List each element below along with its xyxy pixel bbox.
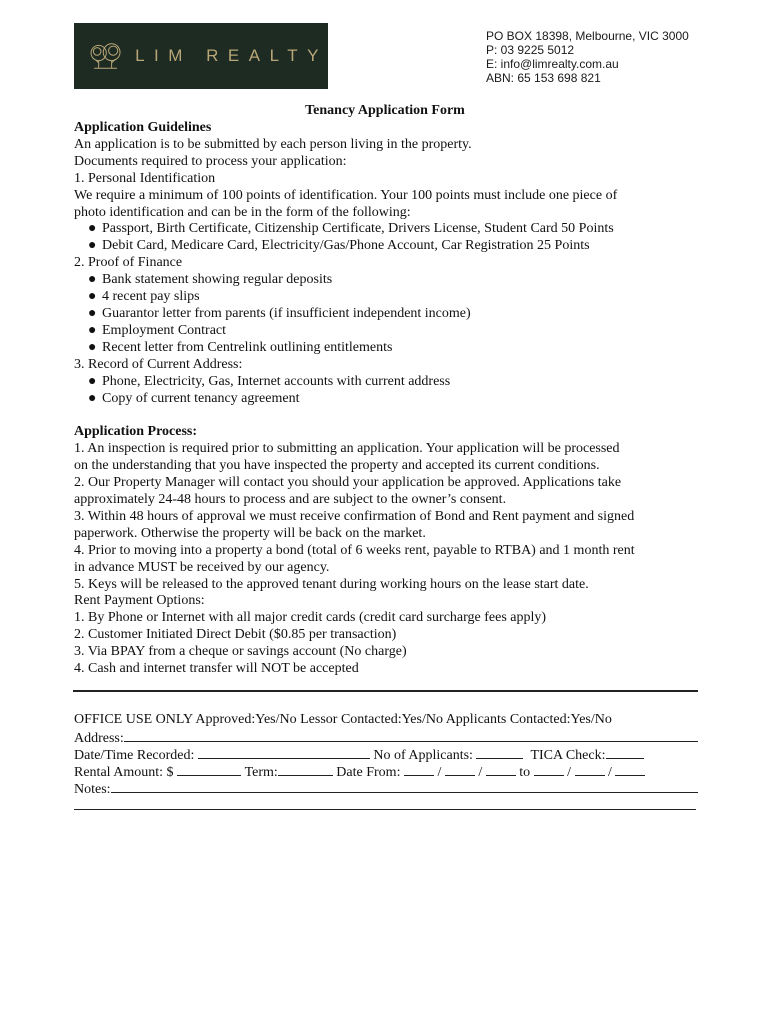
office-use-section (74, 711, 698, 796)
contact-email: E: info@limrealty.com.au (486, 57, 619, 71)
list-item-text: Copy of current tenancy agreement (102, 390, 300, 406)
process-line: 3. Within 48 hours of approval we must receive confirmation of Bond and Rent payment and signed (74, 508, 635, 524)
date-from-year-field[interactable] (486, 762, 516, 776)
section-finance-heading: 2. Proof of Finance (74, 255, 183, 271)
no-applicants-label: No of Applicants: (373, 748, 473, 763)
rental-amount-label: Rental Amount: $ (74, 765, 174, 780)
list-item (74, 374, 704, 391)
section-personal-id-heading: 1. Personal Identification (74, 170, 216, 186)
list-item-text: Employment Contract (102, 322, 227, 338)
process-line: approximately 24-48 hours to process and are subject to the owner’s consent. (74, 492, 507, 508)
document-title: Tenancy Application Form (305, 103, 465, 118)
logo-wordmark: LIM REALTY (135, 46, 328, 65)
date-separator: / (437, 765, 442, 780)
date-separator: / (567, 765, 572, 780)
address-label: Address: (74, 731, 124, 746)
address-row (74, 728, 698, 745)
tica-check-field[interactable] (606, 745, 644, 759)
section-personal-id-text-cont: photo identification and can be in the form of the following: (74, 204, 411, 220)
list-item (74, 323, 704, 340)
payment-option: 4. Cash and internet transfer will NOT be accepted (74, 661, 359, 677)
contact-address: PO BOX 18398, Melbourne, VIC 3000 (486, 29, 689, 43)
process-line: in advance MUST be received by our agency. (74, 559, 330, 575)
section-divider (73, 690, 698, 692)
date-to-month-field[interactable] (575, 762, 605, 776)
list-item-text: 4 recent pay slips (102, 289, 200, 305)
tica-check-label: TICA Check: (530, 748, 606, 763)
list-item (74, 306, 704, 323)
process-line: 4. Prior to moving into a property a bond (total of 6 weeks rent, payable to RTBA) and 1 month rent (74, 542, 635, 558)
to-label: to (519, 765, 531, 780)
payment-option: 1. By Phone or Internet with all major credit cards (credit card surcharge fees apply) (74, 610, 547, 626)
bullet-icon: ● (88, 390, 97, 406)
bullet-icon: ● (88, 238, 97, 254)
office-use-header (74, 711, 698, 728)
bullet-icon: ● (88, 322, 97, 338)
notes-row (74, 779, 698, 796)
term-field[interactable] (278, 762, 333, 776)
rental-amount-field[interactable] (177, 762, 241, 776)
notes-field-line-2[interactable] (74, 809, 696, 810)
bullet-icon: ● (88, 221, 97, 237)
section-address-heading: 3. Record of Current Address: (74, 356, 243, 372)
process-heading: Application Process: (74, 424, 198, 440)
list-item-text: Recent letter from Centrelink outlining entitlements (102, 339, 393, 355)
bullet-icon: ● (88, 289, 97, 305)
date-from-month-field[interactable] (445, 762, 475, 776)
date-to-day-field[interactable] (534, 762, 564, 776)
list-item-text: Debit Card, Medicare Card, Electricity/Gas/Phone Account, Car Registration 25 Points (102, 238, 590, 254)
guidelines-heading: Application Guidelines (74, 120, 212, 135)
office-use-text: OFFICE USE ONLY Approved:Yes/No Lessor Contacted:Yes/No Applicants Contacted:Yes/No (74, 712, 612, 727)
list-item (74, 221, 704, 238)
list-item (74, 272, 704, 289)
documents-required: Documents required to process your application: (74, 153, 347, 169)
company-logo (74, 23, 328, 89)
process-line: paperwork. Otherwise the property will be back on the market. (74, 525, 426, 541)
notes-field[interactable] (111, 779, 698, 793)
date-from-label: Date From: (336, 765, 401, 780)
bullet-icon: ● (88, 339, 97, 355)
list-item (74, 238, 704, 255)
guidelines-intro: An application is to be submitted by each person living in the property. (74, 136, 472, 152)
bullet-icon: ● (88, 272, 97, 288)
date-separator: / (608, 765, 612, 780)
date-to-year-field[interactable] (615, 762, 645, 776)
bullet-icon: ● (88, 373, 97, 389)
contact-abn: ABN: 65 153 698 821 (486, 71, 601, 85)
payment-option: 2. Customer Initiated Direct Debit ($0.85 per transaction) (74, 627, 397, 643)
date-from-day-field[interactable] (404, 762, 434, 776)
rent-payment-options-heading: Rent Payment Options: (74, 593, 205, 609)
rental-row (74, 762, 698, 779)
list-item-text: Phone, Electricity, Gas, Internet accounts with current address (102, 373, 451, 389)
payment-option: 3. Via BPAY from a cheque or savings account (No charge) (74, 644, 407, 660)
bullet-icon: ● (88, 305, 97, 321)
contact-details (486, 29, 689, 85)
list-item-text: Bank statement showing regular deposits (102, 272, 333, 288)
list-item (74, 340, 704, 357)
list-item-text: Passport, Birth Certificate, Citizenship Certificate, Drivers License, Student Card 50 Points (102, 221, 614, 237)
date-time-row (74, 745, 698, 762)
date-time-label: Date/Time Recorded: (74, 748, 195, 763)
guidelines-body (74, 120, 704, 678)
date-time-field[interactable] (198, 745, 370, 759)
process-line: 1. An inspection is required prior to submitting an application. Your application will be processed (74, 441, 620, 457)
process-line: 5. Keys will be released to the approved tenant during working hours on the lease start date. (74, 576, 589, 592)
contact-phone: P: 03 9225 5012 (486, 43, 575, 57)
section-personal-id-text: We require a minimum of 100 points of identification. Your 100 points must include one piece of (74, 187, 618, 203)
term-label: Term: (244, 765, 278, 780)
list-item (74, 391, 704, 408)
list-item (74, 289, 704, 306)
tree-logo-icon (88, 37, 123, 75)
spacer (74, 407, 704, 424)
notes-label: Notes: (74, 782, 111, 797)
address-field[interactable] (124, 728, 698, 742)
no-applicants-field[interactable] (476, 745, 523, 759)
process-line: 2. Our Property Manager will contact you should your application be approved. Applications take (74, 475, 622, 491)
process-line: on the understanding that you have inspected the property and accepted its current conditions. (74, 458, 600, 474)
date-separator: / (478, 765, 483, 780)
list-item-text: Guarantor letter from parents (if insufficient independent income) (102, 305, 471, 321)
